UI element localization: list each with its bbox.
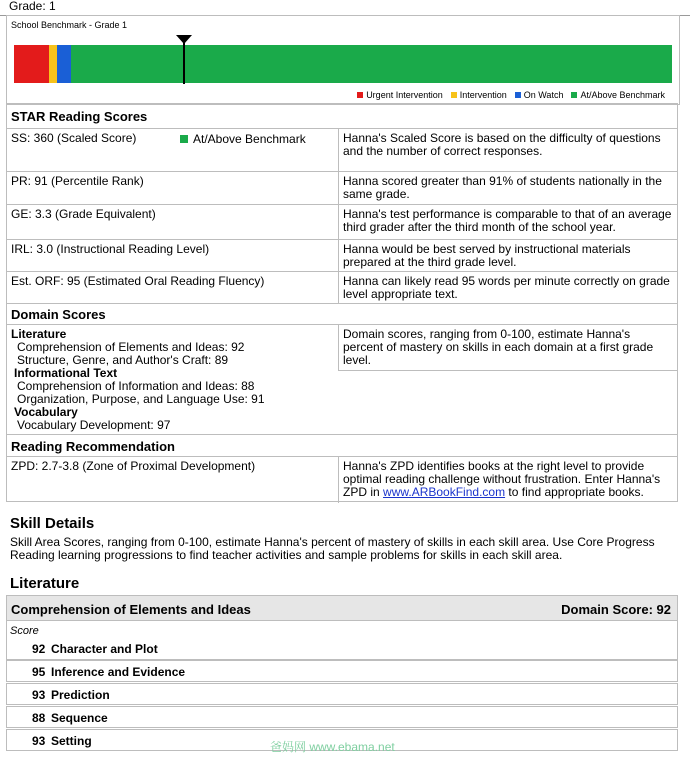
skill-score: 88 [32,711,46,725]
domain-informational: Informational Text [14,366,118,380]
watermark: 爸妈网 www.ebama.net [270,740,395,754]
score-label: GE: 3.3 (Grade Equivalent) [11,207,156,221]
domain-list [11,328,265,432]
score-label: Est. ORF: 95 (Estimated Oral Reading Fluency) [11,274,265,288]
zpd-text-end: to find appropriate books. [508,485,644,499]
skill-details-heading: Skill Details [10,515,95,532]
benchmark-chart [6,15,680,105]
domain-item: Structure, Genre, and Author's Craft: 89 [17,353,229,367]
red-swatch-icon [357,92,363,98]
domain-item: Comprehension of Elements and Ideas: 92 [17,340,245,354]
blue-swatch-icon [515,92,521,98]
grade-label: Grade: 1 [9,0,56,13]
yellow-swatch-icon [451,92,457,98]
skill-group-title: Comprehension of Elements and Ideas [11,602,251,617]
skill-row [6,706,678,728]
domain-item: Vocabulary Development: 97 [17,418,171,432]
zpd-label: ZPD: 2.7-3.8 (Zone of Proximal Development) [11,459,256,473]
skill-row [6,638,678,660]
domain-score: Domain Score: 92 [561,602,671,617]
legend-item-at-above [571,90,665,100]
legend-label: At/Above Benchmark [580,90,665,100]
domain-literature: Literature [11,327,67,341]
domain-item: Organization, Purpose, and Language Use: 91 [17,392,265,406]
score-label: SS: 360 (Scaled Score) [11,131,137,145]
score-marker-line [183,38,185,84]
domain-description: Domain scores, ranging from 0-100, estimate Hanna's percent of mastery on skills in each domain at a first grade level. [338,325,677,371]
score-description: Hanna scored greater than 91% of students nationally in the same grade. [338,172,677,205]
legend-item-urgent [357,90,443,100]
skill-score: 92 [32,642,46,656]
domain-heading-row [7,303,677,325]
domain-item: Comprehension of Information and Ideas: 88 [17,379,255,393]
skill-name: Sequence [51,711,108,725]
score-description: Hanna's Scaled Score is based on the difficulty of questions and the number of correct responses. [338,129,677,172]
domain-heading: Domain Scores [11,307,106,322]
score-description: Hanna's test performance is comparable to that of an average third grader after the third month of the school year. [338,205,677,240]
table-row [7,128,677,172]
skill-row [6,660,678,682]
score-marker-triangle-icon [176,35,192,44]
scores-table [6,103,678,502]
skill-details-text: Skill Area Scores, ranging from 0-100, estimate Hanna's percent of mastery of skills in each skill area. Use Core Progress Reading learning progressions to find teacher activities and sample problems for skills in each skill area. [10,535,655,562]
skill-name: Setting [51,734,92,748]
skill-name: Inference and Evidence [51,665,186,679]
green-square-icon [180,135,188,143]
legend-label: Intervention [459,90,507,100]
top-rule [0,0,690,16]
domain-vocabulary: Vocabulary [14,405,78,419]
score-label: IRL: 3.0 (Instructional Reading Level) [11,242,210,256]
legend-label: On Watch [523,90,564,100]
skill-name: Prediction [51,688,110,702]
benchmark-badge [180,132,306,146]
domain-row [7,324,677,435]
green-swatch-icon [571,92,577,98]
skill-score: 95 [32,665,46,679]
skill-score: 93 [32,688,46,702]
skill-score: 93 [32,734,46,748]
benchmark-legend [357,90,665,100]
table-row [7,171,677,205]
star-heading: STAR Reading Scores [11,109,148,124]
badge-label: At/Above Benchmark [193,132,306,146]
zpd-text: Hanna's ZPD identifies books at the right level to provide optimal reading challenge without frustration. Enter Hanna's ZPD in [343,459,661,499]
zpd-description [338,457,677,503]
skill-name: Character and Plot [51,642,158,656]
bar-intervention [49,45,57,83]
bar-on-watch [57,45,71,83]
score-label: PR: 91 (Percentile Rank) [11,174,144,188]
recommendation-heading: Reading Recommendation [11,439,175,454]
recommendation-heading-row [7,434,677,457]
table-row [7,239,677,272]
table-row [7,204,677,240]
benchmark-title: School Benchmark - Grade 1 [11,20,128,30]
literature-heading: Literature [10,575,80,592]
recommendation-row [7,456,677,503]
score-description: Hanna can likely read 95 words per minute correctly on grade level appropriate text. [338,272,677,304]
score-description: Hanna would be best served by instructional materials prepared at the third grade level. [338,240,677,272]
skill-group-header [6,595,678,621]
table-row [7,271,677,304]
arbookfind-link[interactable]: www.ARBookFind.com [383,485,506,499]
bar-at-above-benchmark [71,45,672,83]
skill-row [6,683,678,705]
legend-item-intervention [451,90,507,100]
legend-item-on-watch [515,90,564,100]
bar-urgent-intervention [14,45,49,83]
legend-label: Urgent Intervention [366,90,443,100]
score-column-label: Score [10,625,39,637]
